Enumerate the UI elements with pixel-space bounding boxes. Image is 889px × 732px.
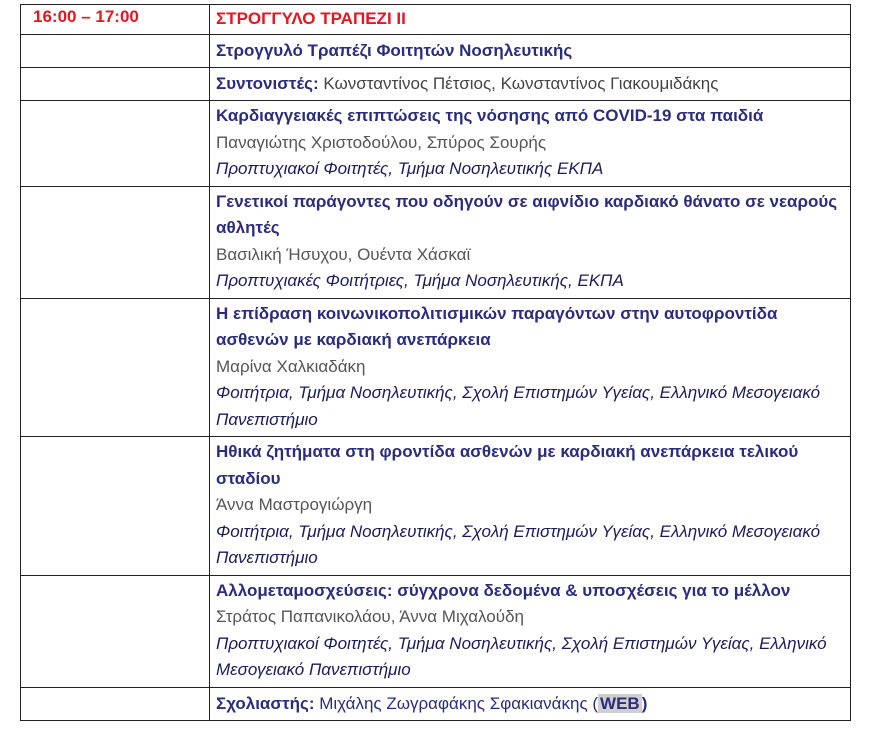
coordinators [210,68,850,100]
discussant-label: Σχολιαστής: [216,693,315,713]
talk-row [21,186,851,298]
talk-row [21,575,851,687]
discussant-name: Μιχάλης Ζωγραφάκης Σφακιανάκης ( [314,693,599,713]
talk-affiliation: Φοιτήτρια, Τμήμα Νοσηλευτικής, Σχολή Επιστημών Υγείας, Ελληνικό Μεσογειακό Πανεπιστήμιο [216,521,821,567]
talk-authors: Μαρίνα Χαλκιαδάκη [216,356,366,376]
talk-affiliation: Φοιτήτρια, Τμήμα Νοσηλευτικής, Σχολή Επιστημών Υγείας, Ελληνικό Μεσογειακό Πανεπιστήμιο [216,383,821,429]
talk-row [21,298,851,437]
coordinators-names: Κωνσταντίνος Πέτσιος, Κωνσταντίνος Γιακουμιδάκης [318,74,719,93]
web-tag: WEB [600,693,640,713]
talk-authors: Παναγιώτης Χριστοδούλου, Σπύρος Σουρής [216,132,547,152]
talk-title: Γενετικοί παράγοντες που οδηγούν σε αιφνίδιο καρδιακό θάνατο σε νεαρούς αθλητές [216,191,838,237]
talk-affiliation: Προπτυχιακές Φοιτήτριες, Τμήμα Νοσηλευτικής, ΕΚΠΑ [216,271,624,290]
discussant-row [21,687,851,720]
session-title: ΣΤΡΟΓΓΥΛΟ ΤΡΑΠΕΖΙ ΙΙ [216,9,406,28]
coordinators-label: Συντονιστές: [216,74,319,93]
talk-title: Η επίδραση κοινωνικοπολιτισμικών παραγόντων στην αυτοφροντίδα ασθενών με καρδιακή ανεπάρκεια [216,303,778,349]
talk-authors: Βασιλική Ήσυχου, Ουέντα Χάσκαϊ [216,244,471,264]
coordinators-row [21,68,851,101]
session-header-row [21,5,851,35]
talk-authors: Στράτος Παπανικολάου, Άννα Μιχαλούδη [216,607,524,626]
talk-row [21,437,851,576]
talk-title: Καρδιαγγειακές επιπτώσεις της νόσησης από COVID-19 στα παιδιά [216,106,764,125]
session-subtitle-row [21,35,851,68]
discussant-close: ) [641,693,648,713]
session-subtitle: Στρογγυλό Τραπέζι Φοιτητών Νοσηλευτικής [216,41,573,60]
talk-authors: Άννα Μαστρογιώργη [216,495,373,514]
program-table [20,4,851,721]
talk-row [21,101,851,187]
talk-title: Ηθικά ζητήματα στη φροντίδα ασθενών με καρδιακή ανεπάρκεια τελικού σταδίου [216,442,799,488]
discussant [210,688,850,720]
talk-affiliation: Προπτυχιακοί Φοιτητές, Τμήμα Νοσηλευτικής, Σχολή Επιστημών Υγείας, Ελληνικό Μεσογειακό Πανεπιστήμιο [216,633,827,679]
talk-title: Αλλομεταμοσχεύσεις: σύγχρονα δεδομένα & υποσχέσεις για το μέλλον [216,580,791,600]
session-time: 16:00 – 17:00 [33,7,139,26]
talk-affiliation: Προπτυχιακοί Φοιτητές, Τμήμα Νοσηλευτικής ΕΚΠΑ [216,159,604,178]
